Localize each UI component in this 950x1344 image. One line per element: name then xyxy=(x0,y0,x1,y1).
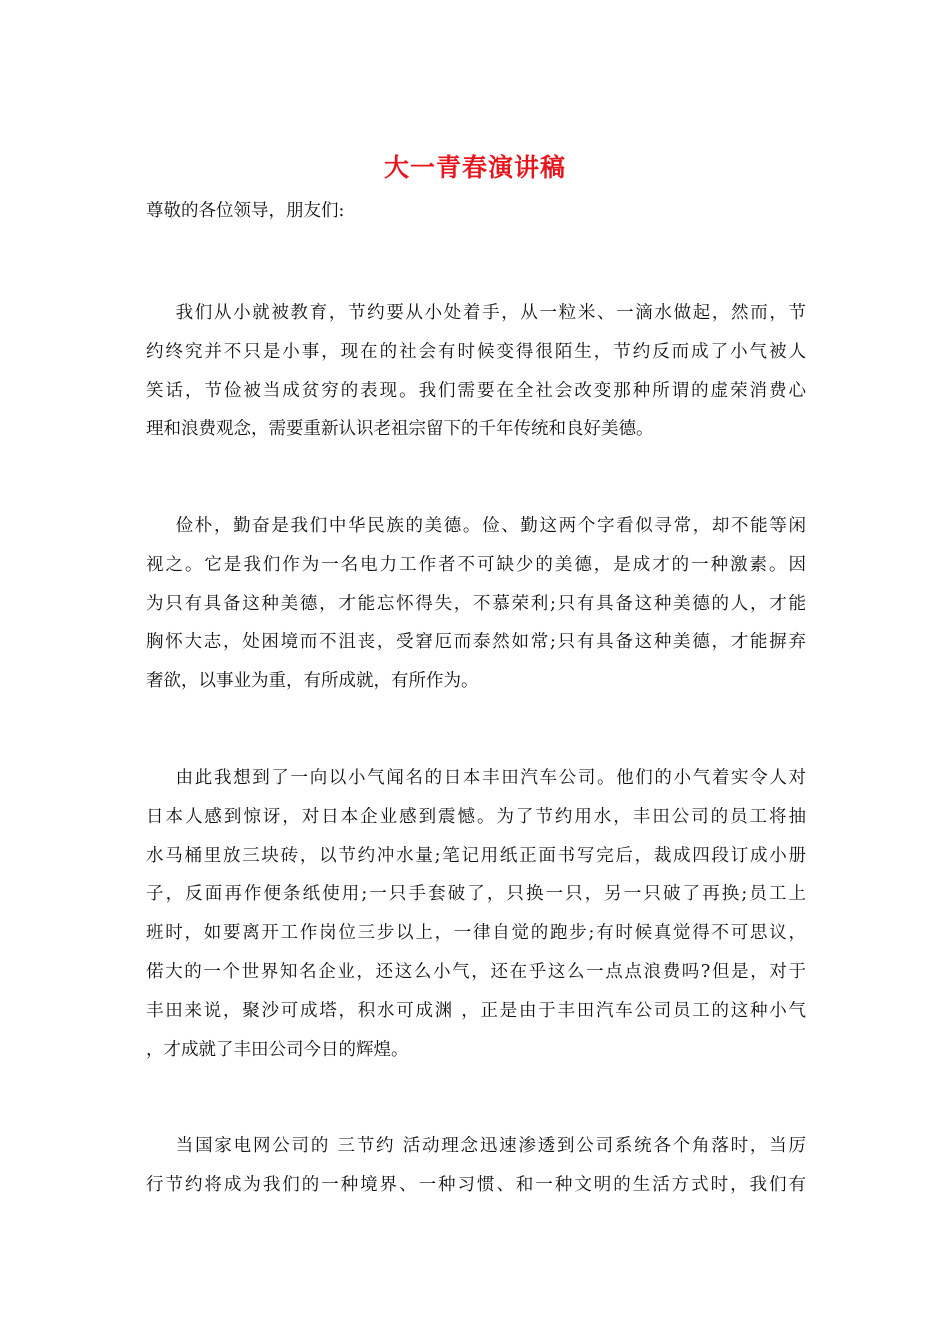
paragraph-line: 丰田来说，聚沙可成塔，积水可成渊 ，正是由于丰田汽车公司员工的这种小气 xyxy=(146,1000,806,1021)
paragraph-line: 行节约将成为我们的一种境界、一种习惯、和一种文明的生活方式时，我们有 xyxy=(146,1174,806,1195)
paragraph-line: 班时，如要离开工作岗位三步以上，一律自觉的跑步;有时候真觉得不可思议， xyxy=(146,923,806,944)
paragraph-line: 我们从小就被教育，节约要从小处着手，从一粒米、一滴水做起，然而，节 xyxy=(174,303,806,323)
paragraph-4 xyxy=(146,1127,806,1205)
salutation: 尊敬的各位领导，朋友们: xyxy=(146,201,345,221)
paragraph-line: 当国家电网公司的 三节约 活动理念迅速渗透到公司系统各个角落时，当厉 xyxy=(174,1136,806,1156)
paragraph-line: 俭朴，勤奋是我们中华民族的美德。俭、勤这两个字看似寻常，却不能等闲 xyxy=(174,516,806,536)
paragraph-line: 为只有具备这种美德，才能忘怀得失，不慕荣利;只有具备这种美德的人，才能 xyxy=(146,593,806,614)
paragraph-line: 奢欲，以事业为重，有所成就，有所作为。 xyxy=(146,671,479,692)
paragraph-line: 偌大的一个世界知名企业，还这么小气，还在乎这么一点点浪费吗?但是，对于 xyxy=(146,961,806,982)
paragraph-line: 由此我想到了一向以小气闻名的日本丰田汽车公司。他们的小气着实令人对 xyxy=(174,768,806,788)
paragraph-line: 笑话，节俭被当成贫穷的表现。我们需要在全社会改变那种所谓的虚荣消费心 xyxy=(146,380,806,401)
paragraph-2 xyxy=(146,507,806,701)
paragraph-line: ，才成就了丰田公司今日的辉煌。 xyxy=(146,1039,409,1060)
paragraph-line: 日本人感到惊讶，对日本企业感到震憾。为了节约用水，丰田公司的员工将抽 xyxy=(146,806,806,827)
paragraph-1 xyxy=(146,294,806,449)
paragraph-line: 水马桶里放三块砖，以节约冲水量;笔记用纸正面书写完后，裁成四段订成小册 xyxy=(146,845,806,866)
paragraph-line: 约终究并不只是小事，现在的社会有时候变得很陌生，节约反而成了小气被人 xyxy=(146,341,806,362)
paragraph-line: 子，反面再作便条纸使用;一只手套破了，只换一只，另一只破了再换;员工上 xyxy=(146,884,806,905)
paragraph-line: 视之。它是我们作为一名电力工作者不可缺少的美德，是成才的一种激素。因 xyxy=(146,554,806,575)
paragraph-line: 胸怀大志，处困境而不沮丧，受窘厄而泰然如常;只有具备这种美德，才能摒弃 xyxy=(146,632,806,653)
paragraph-3 xyxy=(146,759,806,1069)
document-title: 大一青春演讲稿 xyxy=(383,153,566,182)
paragraph-line: 理和浪费观念，需要重新认识老祖宗留下的千年传统和良好美德。 xyxy=(146,419,654,440)
